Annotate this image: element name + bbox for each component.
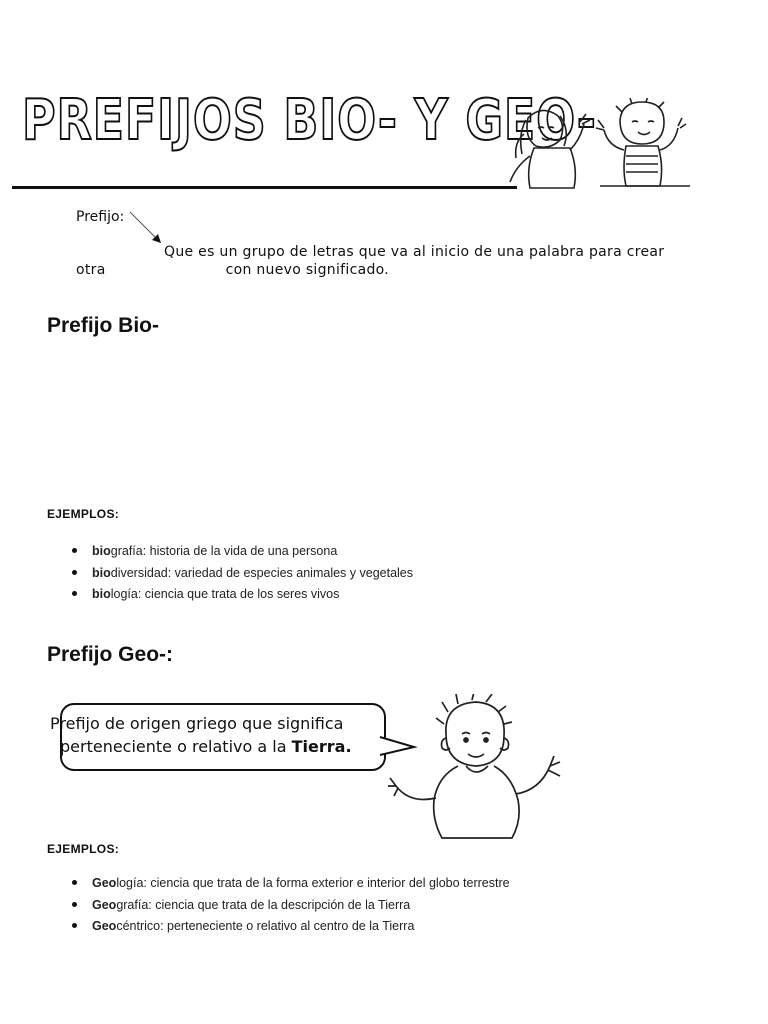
geo-examples-list [72, 875, 510, 940]
speech-bubble-text [50, 712, 410, 758]
example-prefix: bio [92, 565, 111, 580]
example-text: céntrico: perteneciente o relativo al centro de la Tierra [116, 919, 415, 933]
definition-line-2 [76, 261, 706, 279]
arrow-icon [128, 210, 164, 246]
example-text: grafía: ciencia que trata de la descripción de la Tierra [116, 897, 411, 912]
prefix-definition [76, 243, 706, 279]
bubble-line-2 [50, 735, 410, 758]
example-text: diversidad: variedad de especies animales y vegetales [110, 565, 414, 580]
bubble-line-1: Prefijo de origen griego que significa [50, 714, 344, 733]
example-prefix: bio [92, 587, 111, 601]
bio-examples-list [72, 543, 413, 608]
geo-examples-label: EJEMPLOS: [47, 842, 120, 856]
list-item [72, 875, 510, 897]
geo-heading: Prefijo Geo-: [47, 643, 174, 666]
prefijo-label: Prefijo: [76, 209, 125, 225]
bio-heading: Prefijo Bio- [47, 314, 160, 337]
example-prefix: Geo [92, 919, 117, 933]
list-item [72, 586, 413, 608]
example-text: logía: ciencia que trata de la forma exterior e interior del globo terrestre [116, 876, 510, 890]
bubble-line-2-text: perteneciente o relativo a la [60, 737, 287, 756]
example-text: grafía: historia de la vida de una persona [110, 544, 338, 558]
example-text: logía: ciencia que trata de los seres vivos [110, 587, 340, 601]
bio-examples-label: EJEMPLOS: [47, 507, 120, 521]
list-item [72, 918, 510, 940]
example-prefix: Geo [92, 897, 117, 912]
children-illustration [500, 98, 690, 193]
definition-word-otra: otra [76, 262, 106, 278]
bubble-bold-word: Tierra. [291, 737, 352, 756]
list-item [72, 543, 413, 565]
boy-illustration [388, 694, 568, 839]
title-underline [12, 186, 517, 189]
list-item [72, 565, 413, 587]
definition-line-2-end: con nuevo significado. [225, 262, 390, 278]
definition-line-1: Que es un grupo de letras que va al inicio de una palabra para crear [164, 244, 665, 260]
list-item [72, 897, 510, 919]
page-title: PREFIJOS BIO- Y GEO- [22, 88, 597, 153]
example-prefix: Geo [92, 876, 117, 890]
example-prefix: bio [92, 544, 111, 558]
